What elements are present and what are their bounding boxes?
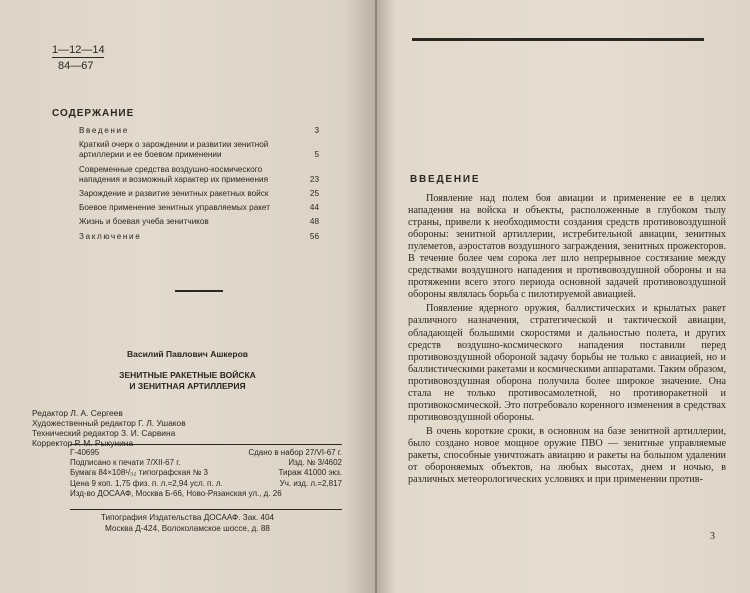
credit-line: Художественный редактор Г. Л. Ушаков — [32, 418, 186, 428]
imprint-left: Подписано к печати 7/XII-67 г. — [70, 458, 181, 468]
credits — [32, 408, 186, 448]
index-code: 1—12—14 — [52, 44, 105, 56]
chapter-heading: ВВЕДЕНИЕ — [410, 174, 481, 185]
paragraph: Появление над полем боя авиации и применение ее в целях нападения на войска и объекты, расположенные в глубоком тылу страны, привели к необходимости создания средств противовоздушной обороны: зенитной артиллерии, истребительной авиации, зенитных пулеметов, аэростатов воздушного заграждения, зенитных прожекторов. В течение более чем сорока лет шло непрерывное состязание между средствами воздушного нападения и противовоздушной обороны и на протяжении всего этого периода основной задачей противовоздушной обороны являлась борьба с пилотируемой авиацией. — [408, 193, 726, 301]
toc-item-page: 23 — [309, 174, 319, 184]
table-of-contents — [79, 126, 319, 246]
index-divider — [52, 57, 104, 58]
toc-item-title: Краткий очерк о зарождении и развитии зенитной артиллерии и ее боевом применении — [79, 140, 269, 160]
toc-item-page: 56 — [309, 231, 319, 241]
imprint-row — [70, 489, 342, 499]
toc-item — [79, 232, 319, 242]
imprint-row — [70, 479, 342, 489]
toc-item-title: Жизнь и боевая учеба зенитчиков — [79, 217, 209, 227]
author-name: Василий Павлович Ашкеров — [126, 349, 249, 359]
toc-item — [79, 140, 319, 160]
right-page — [377, 0, 750, 593]
printer-line: Типография Издательства ДОСААФ. Зак. 404 — [100, 513, 275, 522]
toc-item-title: Современные средства воздушно-космического нападения и возможный характер их применения — [79, 164, 269, 184]
toc-item-page: 25 — [309, 189, 319, 199]
chapter-body — [408, 193, 726, 488]
printer-line: Москва Д-424, Волоколамское шоссе, д. 88 — [105, 523, 270, 533]
credit-line: Технический редактор З. И. Сарвина — [32, 428, 176, 438]
book-title-line: ЗЕНИТНЫЕ РАКЕТНЫЕ ВОЙСКА — [119, 370, 256, 380]
page-number: 3 — [710, 531, 715, 542]
imprint-row — [70, 458, 342, 468]
imprint — [70, 448, 342, 499]
credit-line: Редактор Л. А. Сергеев — [32, 408, 123, 418]
imprint-left: Изд-во ДОСААФ, Москва Б-66, Ново-Рязанская ул., д. 26 — [70, 488, 282, 498]
imprint-right: Тираж 41000 экз. — [278, 468, 342, 478]
toc-item-title: Заключение — [79, 231, 142, 241]
toc-heading: СОДЕРЖАНИЕ — [52, 108, 135, 119]
toc-item-page: 3 — [314, 126, 319, 135]
imprint-left: Бумага 84×108¹/₃₂ типографская № 3 — [70, 468, 208, 478]
section-divider — [175, 290, 223, 292]
toc-item-page: 44 — [309, 203, 319, 213]
toc-item — [79, 217, 319, 227]
imprint-right: Сдано в набор 27/VI-67 г. — [248, 448, 342, 457]
toc-item — [79, 165, 319, 185]
header-rule — [412, 38, 704, 41]
imprint-right: Изд. № 3/4602 — [288, 458, 342, 468]
imprint-row — [70, 468, 342, 478]
paragraph: Появление ядерного оружия, баллистических и крылатых ракет различного назначения, стратегической и тактической авиации, обладающей большими скоростями и дальностью полета, и других средств воздушно-космического нападения поставили перед противовоздушной обороной задачу борьбы не только с авиацией, но и баллистическими ракетами и космическими аппаратами. Таким образом, противовоздушная оборона получила более широкое значение. Она стала не только противосамолетной, но противоракетной и противокосмической. Это потребовало коренного изменения в средствах противовоздушной обороны. — [408, 303, 726, 423]
book-title — [0, 370, 375, 392]
toc-item-page: 5 — [314, 150, 319, 160]
imprint-rule-bottom — [70, 509, 342, 510]
index-code-2: 84—67 — [58, 60, 94, 72]
toc-item — [79, 203, 319, 213]
toc-item-title: Введение — [79, 126, 129, 135]
toc-item — [79, 126, 319, 136]
toc-item-title: Боевое применение зенитных управляемых ракет — [79, 203, 270, 213]
paragraph: В очень короткие сроки, в основном на базе зенитной артиллерии, было создано новое мощное оружие ПВО — зенитные управляемые ракеты, способные уничтожать авиацию и ракеты на большом удалении от обороняемых объектов, на любых высотах, днем и ночью, в различных метеорологических условиях и при применении против- — [408, 425, 726, 486]
toc-item — [79, 189, 319, 199]
imprint-row — [70, 448, 342, 458]
printer-info — [0, 513, 375, 534]
book-title-line: И ЗЕНИТНАЯ АРТИЛЛЕРИЯ — [129, 381, 246, 391]
imprint-left: Г-40695 — [70, 448, 100, 457]
toc-item-page: 48 — [309, 217, 319, 227]
credit-line: Корректор Р. М. Рыкунина — [32, 438, 134, 448]
imprint-rule-top — [70, 444, 342, 445]
imprint-right: Уч. изд. л.=2,817 — [279, 478, 342, 488]
toc-item-title: Зарождение и развитие зенитных ракетных войск — [79, 189, 269, 199]
imprint-left: Цена 9 коп. 1,75 физ. п. л.=2,94 усл. п. л. — [70, 478, 223, 488]
